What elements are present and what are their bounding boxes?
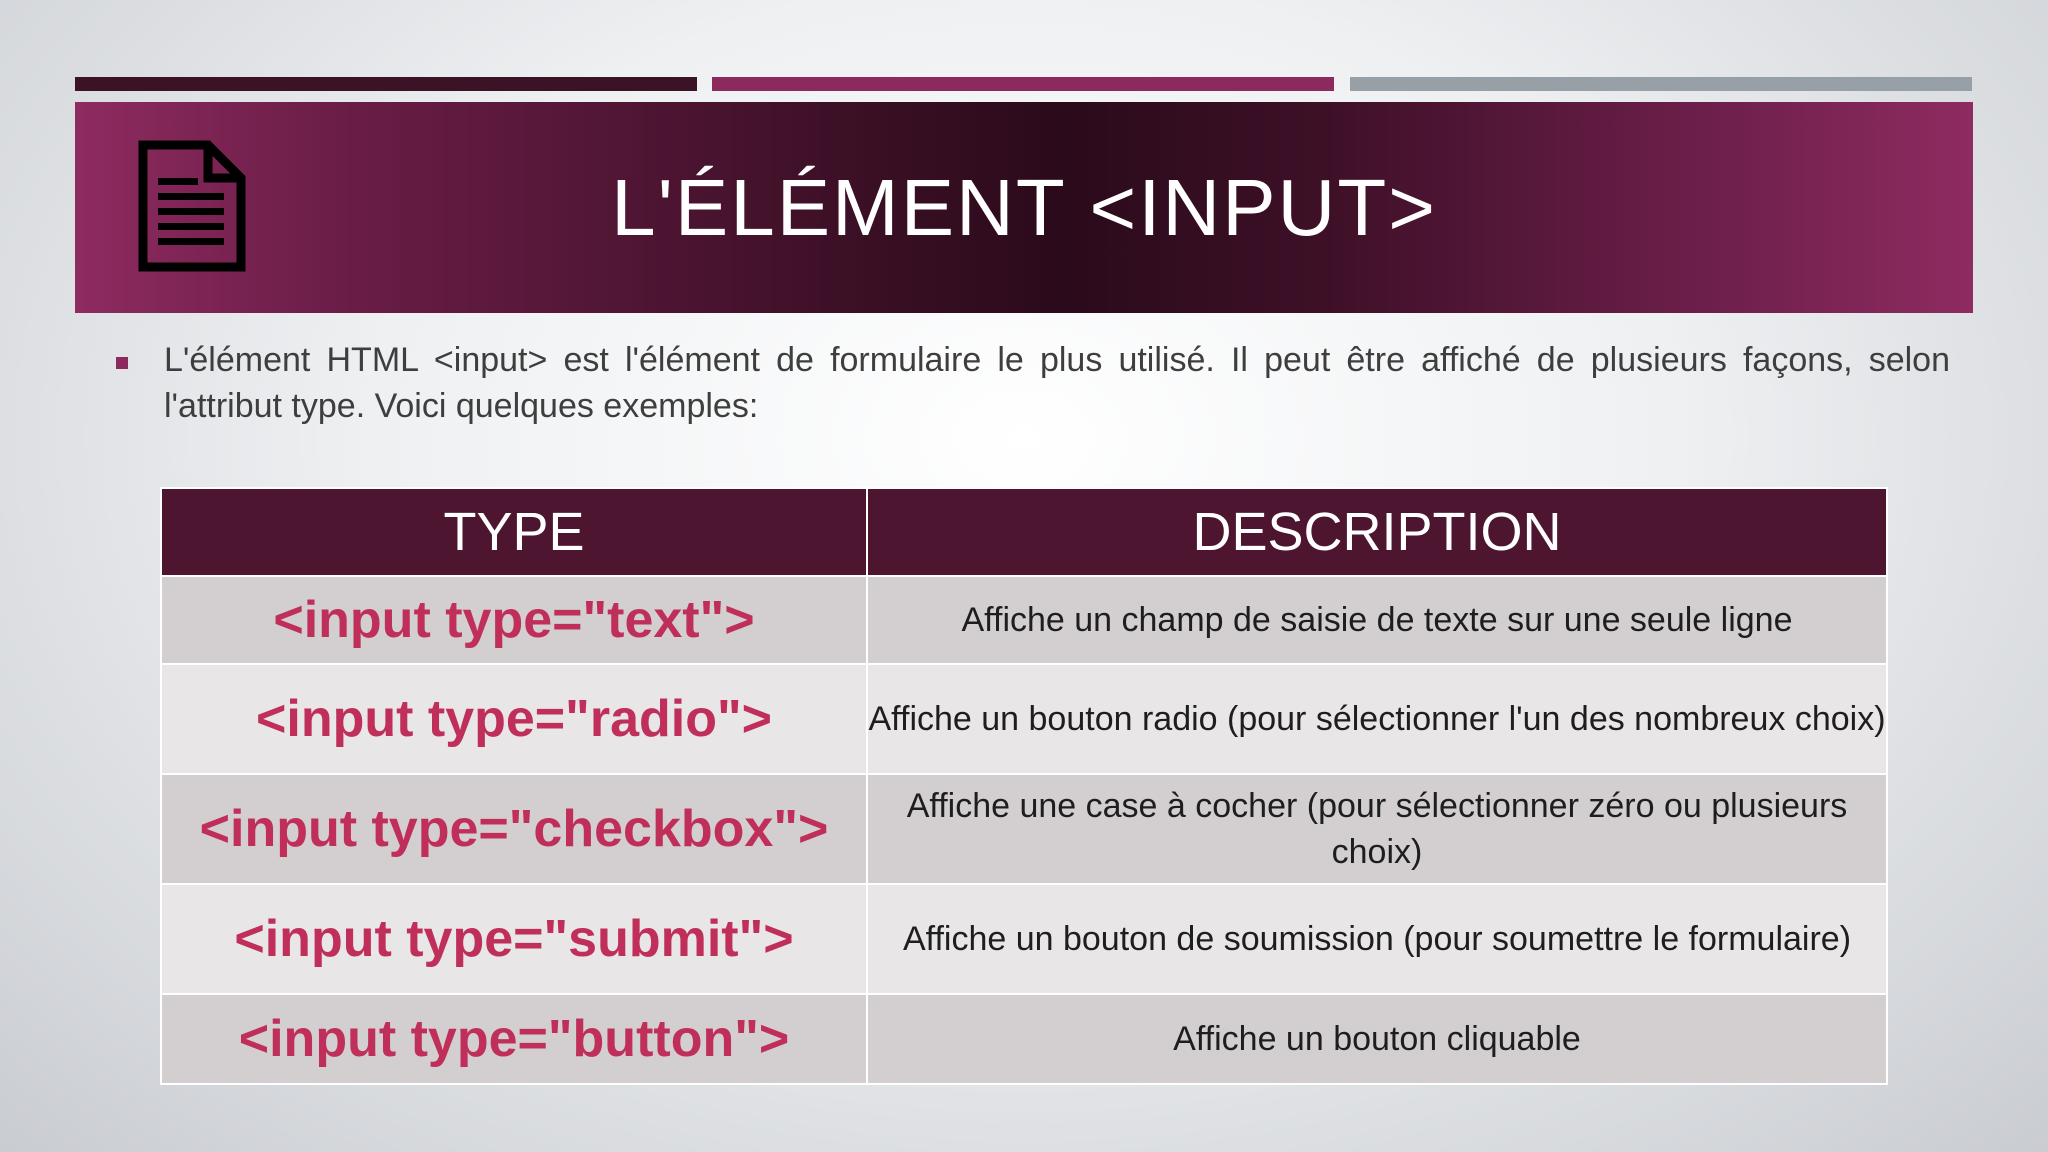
description-cell: Affiche un bouton de soumission (pour soumettre le formulaire) — [867, 884, 1887, 994]
intro-text: L'élément HTML <input> est l'élément de formulaire le plus utilisé. Il peut être affiché de plusieurs façons, selon l'attribut type. Voici quelques exemples: — [164, 341, 1950, 425]
table-row — [161, 664, 1887, 774]
input-types-table — [160, 487, 1888, 1085]
table-row — [161, 994, 1887, 1084]
type-cell: <input type="submit"> — [161, 884, 867, 994]
header-type: TYPE — [161, 488, 867, 576]
table-row — [161, 576, 1887, 664]
bullet-marker — [116, 357, 128, 369]
table-row — [161, 884, 1887, 994]
table-header-row — [161, 488, 1887, 576]
slide-title: L'ÉLÉMENT <INPUT> — [611, 163, 1437, 252]
type-cell: <input type="checkbox"> — [161, 774, 867, 884]
description-cell: Affiche un bouton radio (pour sélectionner l'un des nombreux choix) — [867, 664, 1887, 774]
description-cell: Affiche un champ de saisie de texte sur une seule ligne — [867, 576, 1887, 664]
accent-bar-gray — [1350, 77, 1972, 91]
table-row — [161, 774, 1887, 884]
type-cell: <input type="button"> — [161, 994, 867, 1084]
description-cell: Affiche une case à cocher (pour sélectionner zéro ou plusieurs choix) — [867, 774, 1887, 884]
header-description: DESCRIPTION — [867, 488, 1887, 576]
accent-bar-dark — [75, 77, 697, 91]
description-cell: Affiche un bouton cliquable — [867, 994, 1887, 1084]
type-cell: <input type="text"> — [161, 576, 867, 664]
type-cell: <input type="radio"> — [161, 664, 867, 774]
accent-bar-magenta — [712, 77, 1334, 91]
